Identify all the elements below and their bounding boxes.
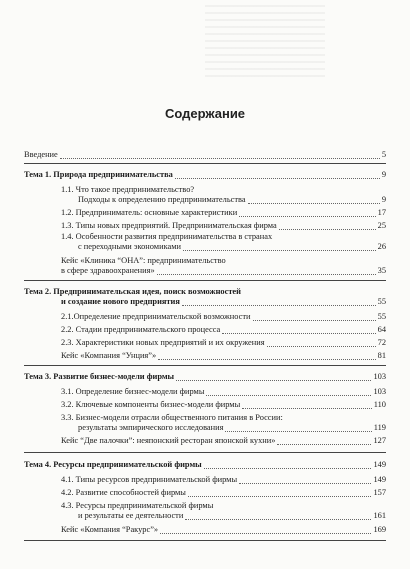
toc-entry-text: и результаты ее деятельности [78, 511, 184, 520]
divider [24, 163, 386, 164]
bleed-through-text [205, 0, 325, 80]
leader-dots [157, 274, 376, 275]
toc-entry-text: 1.2. Предприниматель: основные характеристики [61, 208, 238, 217]
toc-entry-text: 2.3. Характеристики новых предприятий и их окружения [61, 338, 265, 347]
toc-entry-text: 2.2. Стадии предпринимательского процесса [61, 325, 221, 334]
leader-dots [204, 468, 372, 469]
leader-dots [253, 320, 376, 321]
toc-entry-text: с переходными экономиками [78, 242, 182, 251]
toc-entry-text: и создание нового предприятия [61, 297, 180, 306]
page-number: 9 [381, 195, 386, 204]
leader-dots [242, 408, 372, 409]
toc-entry-text: Подходы к определению предпринимательства [78, 195, 246, 204]
toc-entry-text: 4.3. Ресурсы предпринимательской фирмы [61, 501, 214, 510]
leader-dots [239, 216, 375, 217]
divider [24, 365, 386, 366]
page-number: 127 [373, 436, 386, 445]
leader-dots [225, 431, 371, 432]
leader-dots [183, 250, 376, 251]
leader-dots [158, 359, 375, 360]
page-number: 72 [377, 338, 386, 347]
toc-entry-text: 4.1. Типы ресурсов предпринимательской фирмы [61, 475, 238, 484]
leader-dots [60, 158, 380, 159]
toc-entry-text: 3.1. Определение бизнес-модели фирмы [61, 387, 205, 396]
toc-entry-text: Кейс “Две палочки”: неяпонский ресторан японской кухни» [61, 436, 276, 445]
toc-entry-text: 4.2. Развитие способностей фирмы [61, 488, 186, 497]
leader-dots [248, 203, 380, 204]
toc-entry-text: 3.3. Бизнес-модели отрасли общественного питания в России: [61, 413, 283, 422]
page-number: 149 [373, 460, 386, 469]
page-number: 55 [377, 297, 386, 306]
page-number: 161 [373, 511, 386, 520]
toc-entry-text: 3.2. Ключевые компоненты бизнес-модели фирмы [61, 400, 241, 409]
page-number: 110 [373, 400, 386, 409]
leader-dots [239, 483, 371, 484]
toc-entry-text: 1.1. Что такое предпринимательство? [61, 185, 195, 194]
toc-entry-text: в сфере здравоохранения» [61, 266, 155, 275]
toc-entry-text: результаты эмпирического исследования [78, 423, 224, 432]
leader-dots [175, 178, 380, 179]
leader-dots [182, 305, 376, 306]
toc-entry-text: Тема 4. Ресурсы предпринимательской фирмы [24, 460, 202, 469]
leader-dots [188, 496, 372, 497]
page-number: 103 [373, 387, 386, 396]
toc-entry-text: Тема 1. Природа предпринимательства [24, 170, 173, 179]
toc-entry-text: Тема 2. Предпринимательская идея, поиск возможностей [24, 287, 241, 296]
toc-entry-text: Кейс «Компания “Ракурс”» [61, 525, 159, 534]
leader-dots [160, 533, 371, 534]
leader-dots [176, 380, 371, 381]
page-number: 26 [377, 242, 386, 251]
toc-entry-text: 1.4. Особенности развития предпринимательства в странах [61, 232, 273, 241]
page-number: 35 [377, 266, 386, 275]
leader-dots [206, 395, 371, 396]
page-number: 55 [377, 312, 386, 321]
page-number: 81 [377, 351, 386, 360]
toc-entry-text: 2.1.Определение предпринимательской возможности [61, 312, 251, 321]
leader-dots [277, 444, 371, 445]
page-number: 64 [377, 325, 386, 334]
page-number: 25 [377, 221, 386, 230]
page-number: 5 [381, 150, 386, 159]
toc-entry-text: Тема 3. Развитие бизнес-модели фирмы [24, 372, 175, 381]
toc-entry-text: Кейс «Клиника “ОНА”: предпринимательство [61, 256, 226, 265]
toc-entry-text: 1.3. Типы новых предприятий. Предпринимательская фирма [61, 221, 277, 230]
divider [24, 280, 386, 281]
page-number: 119 [373, 423, 386, 432]
page-number: 157 [373, 488, 386, 497]
divider [24, 452, 386, 453]
leader-dots [185, 519, 371, 520]
leader-dots [222, 333, 375, 334]
page-number: 17 [377, 208, 386, 217]
page-number: 149 [373, 475, 386, 484]
page-title: Содержание [164, 106, 246, 121]
leader-dots [279, 229, 376, 230]
toc-entry-text: Кейс «Компания “Унция”» [61, 351, 157, 360]
page-number: 169 [373, 525, 386, 534]
leader-dots [267, 346, 376, 347]
page-number: 9 [381, 170, 386, 179]
page-number: 103 [373, 372, 386, 381]
divider [24, 540, 386, 541]
toc-entry-text: Введение [24, 150, 58, 159]
